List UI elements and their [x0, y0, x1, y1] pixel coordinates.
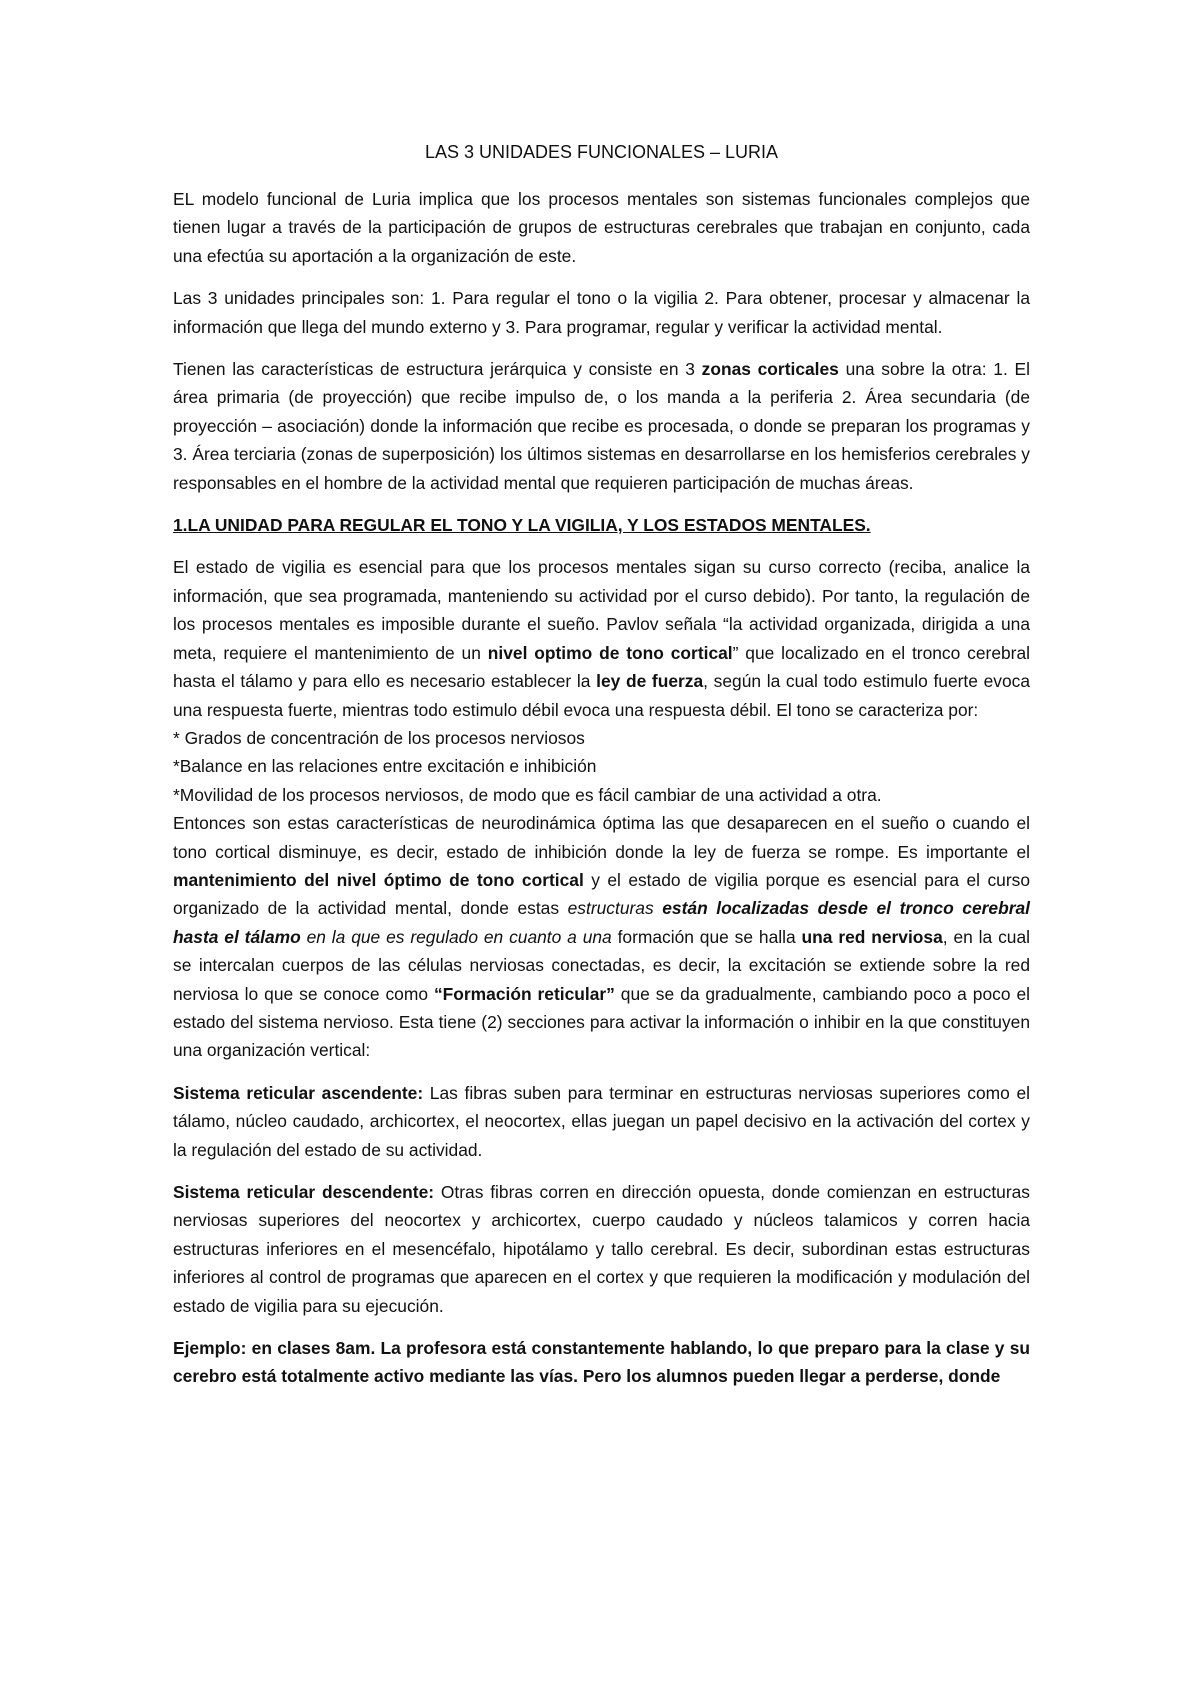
bold-italic-term: están localizadas desde el tronco cerebral hasta el tálamo — [173, 898, 1030, 947]
paragraph-units: Las 3 unidades principales son: 1. Para regular el tono o la vigilia 2. Para obtener, procesar y almacenar la información que llega del mundo externo y 3. Para programar, regular y verificar la actividad mental. — [173, 288, 1030, 337]
section-heading: 1.LA UNIDAD PARA REGULAR EL TONO Y LA VIGILIA, Y LOS ESTADOS MENTALES. — [173, 515, 871, 536]
paragraph-ejemplo — [173, 1334, 1030, 1391]
bold-term: nivel optimo de tono cortical — [487, 642, 733, 663]
term-label: Sistema reticular ascendente: — [173, 1082, 424, 1103]
text-run: ” que localizado en el tronco cerebral hasta el tálamo y para ello es necesario establecer la — [173, 642, 1030, 692]
term-label: Sistema reticular descendente: — [173, 1182, 435, 1202]
paragraph-characteristics — [173, 355, 1030, 497]
text-run: , según la cual todo estimulo fuerte evoca una respuesta fuerte, mientras todo estimulo débil evoca una respuesta débil. El tono se caracteriza por: — [173, 671, 1030, 720]
text-run: Las fibras suben para terminar en estructuras nerviosas superiores como el tálamo, núcleo caudado, archicortex, el neocortex, ellas juegan un papel decisivo en la activación del cortex y la regulación del estado de su actividad. — [173, 1082, 1030, 1160]
document-title: LAS 3 UNIDADES FUNCIONALES – LURIA — [424, 142, 779, 162]
text-run: formación que se halla — [611, 926, 802, 947]
text-run: Entonces son estas características de neurodinámica óptima las que desaparecen en el sueño o cuando el tono cortical disminuye, es decir, estado de inhibición donde la ley de fuerza se rompe. Es importante el — [173, 813, 1030, 862]
bold-term: ley de fuerza — [596, 671, 704, 692]
list-item: *Balance en las relaciones entre excitación e inhibición — [173, 756, 597, 777]
paragraph-ascendente — [173, 1079, 1030, 1164]
text-run: una sobre la otra: 1. El área primaria (de proyección) que recibe impulso de, o los manda a la periferia 2. Área secundaria (de proyección – asociación) donde la información que recibe es procesada, o donde se preparan los programas y 3. Área terciaria (zonas de superposición) los últimos sistemas en desarrollarse en los hemisferios cerebrales y responsables en el hombre de la actividad mental que requieren participación de muchas áreas. — [173, 359, 1030, 493]
paragraph-vigilia — [173, 553, 1030, 723]
list-item: *Movilidad de los procesos nerviosos, de modo que es fácil cambiar de una actividad a otra. — [173, 784, 882, 805]
bold-term: “Formación reticular” — [433, 983, 615, 1004]
list-item: * Grados de concentración de los procesos nerviosos — [173, 727, 585, 748]
bold-term: mantenimiento del nivel óptimo de tono cortical — [173, 869, 584, 890]
text-run: y el estado de vigilia porque es esencial para el curso organizado de la actividad mental, donde estas — [173, 869, 1031, 919]
paragraph-neurodinamica — [173, 809, 1030, 1065]
bullet-list — [173, 724, 1030, 809]
italic-term: en la que es regulado en cuanto a una — [306, 926, 612, 947]
paragraph-intro: EL modelo funcional de Luria implica que los procesos mentales son sistemas funcionales complejos que tienen lugar a través de la participación de grupos de estructuras cerebrales que trabajan en conjunto, cada una efectúa su aportación a la organización de este. — [173, 189, 1030, 266]
bold-term: zonas corticales — [701, 359, 839, 380]
text-run: que se da gradualmente, cambiando poco a poco el estado del sistema nervioso. Esta tiene (2) secciones para activar la información o inhibir en la que constituyen una organización vertical: — [173, 983, 1031, 1061]
text-run: El estado de vigilia es esencial para que los procesos mentales sigan su curso correcto (reciba, analice la información, que sea programada, manteniendo su actividad por el curso debido). Por tanto, la regulación de los procesos mentales es imposible durante el sueño. Pavlov señala “la actividad organizada, dirigida a una meta, requiere el mantenimiento de un — [173, 557, 1030, 663]
bold-term: una red nerviosa — [801, 926, 943, 947]
text-run: Otras fibras corren en dirección opuesta, donde comienzan en estructuras nerviosas superiores del neocortex y archicortex, cuerpo caudado y núcleos talamicos y corren hacia estructuras inferiores en el mesencéfalo, hipotálamo y tallo cerebral. Es decir, subordinan estas estructuras inferiores al control de programas que aparecen en el cortex y que requieren la modificación y modulación del estado de vigilia para su ejecución. — [173, 1182, 1030, 1316]
paragraph-descendente — [173, 1178, 1030, 1320]
italic-term: estructuras — [567, 898, 654, 919]
text-run: , en la cual se intercalan cuerpos de las células nerviosas conectadas, es decir, la excitación se extiende sobre la red nerviosa lo que se conoce como — [173, 926, 1030, 1004]
text-run: Tienen las características de estructura jerárquica y consiste en 3 — [173, 359, 702, 380]
bold-example: Ejemplo: en clases 8am. La profesora está constantemente hablando, lo que preparo para la clase y su cerebro está totalmente activo mediante las vías. Pero los alumnos pueden llegar a perderse, donde — [173, 1338, 1030, 1387]
